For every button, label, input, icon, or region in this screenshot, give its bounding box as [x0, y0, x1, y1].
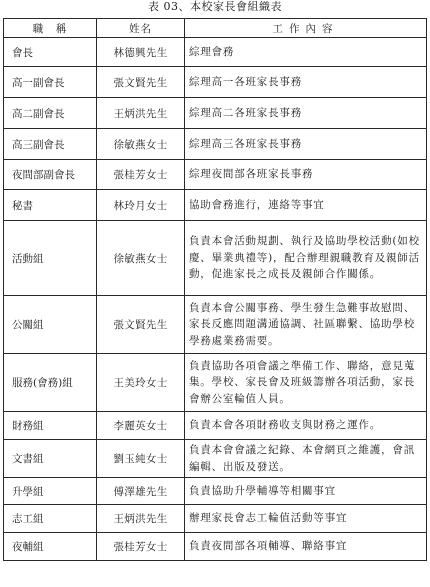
header-row — [4, 19, 427, 38]
table-row — [4, 412, 427, 440]
header-duty: 工作內容 — [185, 19, 427, 38]
duty-cell: 綜理會務 — [185, 38, 427, 67]
duty-cell: 負責協助升學輔導等相關事宜 — [185, 478, 427, 505]
role-cell: 財務組 — [4, 412, 97, 440]
table-row — [4, 160, 427, 190]
name-cell: 李麗英女士 — [97, 412, 185, 440]
table-row — [4, 505, 427, 533]
name-cell: 張文賢先生 — [97, 296, 185, 354]
name-cell: 林德興先生 — [97, 38, 185, 67]
duty-cell: 綜理高三各班家長事務 — [185, 129, 427, 160]
role-cell: 高一副會長 — [4, 67, 97, 98]
table-row — [4, 129, 427, 160]
table-row — [4, 440, 427, 478]
role-cell: 文書組 — [4, 440, 97, 478]
role-cell: 會長 — [4, 38, 97, 67]
role-cell: 夜間部副會長 — [4, 160, 97, 190]
table-row — [4, 533, 427, 561]
header-title: 職 稱 — [4, 19, 97, 38]
name-cell: 林玲月女士 — [97, 190, 185, 221]
role-cell: 秘書 — [4, 190, 97, 221]
name-cell: 王炳洪先生 — [97, 505, 185, 533]
role-cell: 服務(會務)組 — [4, 354, 97, 412]
name-cell: 徐敏燕女士 — [97, 129, 185, 160]
duty-cell: 負責協助各項會議之準備工作、聯絡，意見蒐集。學校、家長會及班級籌辦各項活動，家長會辦公室輪值人員。 — [185, 354, 427, 412]
duty-cell: 綜理夜間部各班家長事務 — [185, 160, 427, 190]
table-row — [4, 478, 427, 505]
table-row — [4, 98, 427, 129]
duty-cell: 負責夜間部各項輔導、聯絡事宜 — [185, 533, 427, 561]
organization-table — [3, 18, 427, 561]
name-cell: 傅澤雄先生 — [97, 478, 185, 505]
role-cell: 夜輔組 — [4, 533, 97, 561]
duty-cell: 綜理高二各班家長事務 — [185, 98, 427, 129]
name-cell: 王炳洪先生 — [97, 98, 185, 129]
table-row — [4, 38, 427, 67]
name-cell: 張桂芳女士 — [97, 533, 185, 561]
duty-cell: 協助會務進行，連絡等事宜 — [185, 190, 427, 221]
duty-cell: 負責本會活動規劃、執行及協助學校活動(如校慶、畢業典禮等)，配合辦理親職教育及親師活動，促進家長之成長及親師合作關係。 — [185, 221, 427, 296]
role-cell: 活動組 — [4, 221, 97, 296]
table-row — [4, 354, 427, 412]
name-cell: 王美玲女士 — [97, 354, 185, 412]
duty-cell: 綜理高一各班家長事務 — [185, 67, 427, 98]
role-cell: 公關組 — [4, 296, 97, 354]
name-cell: 劉玉純女士 — [97, 440, 185, 478]
name-cell: 張文賢先生 — [97, 67, 185, 98]
name-cell: 徐敏燕女士 — [97, 221, 185, 296]
duty-cell: 負責本會各項財務收支與財務之運作。 — [185, 412, 427, 440]
table-caption: 表 03、本校家長會組織表 — [148, 0, 282, 13]
role-cell: 高三副會長 — [4, 129, 97, 160]
duty-cell: 負責本會公關事務、學生發生急難事故慰問、家長反應問題溝通協調、社區聯繫、協助學校學務處業務需要。 — [185, 296, 427, 354]
table-row — [4, 67, 427, 98]
duty-cell: 負責本會會議之紀錄、本會網頁之維護，會訊編輯、出版及發送。 — [185, 440, 427, 478]
role-cell: 志工組 — [4, 505, 97, 533]
duty-cell: 辦理家長會志工輪值活動等事宜 — [185, 505, 427, 533]
table-row — [4, 296, 427, 354]
role-cell: 升學組 — [4, 478, 97, 505]
name-cell: 張桂芳女士 — [97, 160, 185, 190]
role-cell: 高二副會長 — [4, 98, 97, 129]
header-name: 姓名 — [97, 19, 185, 38]
table-row — [4, 221, 427, 296]
table-row — [4, 190, 427, 221]
